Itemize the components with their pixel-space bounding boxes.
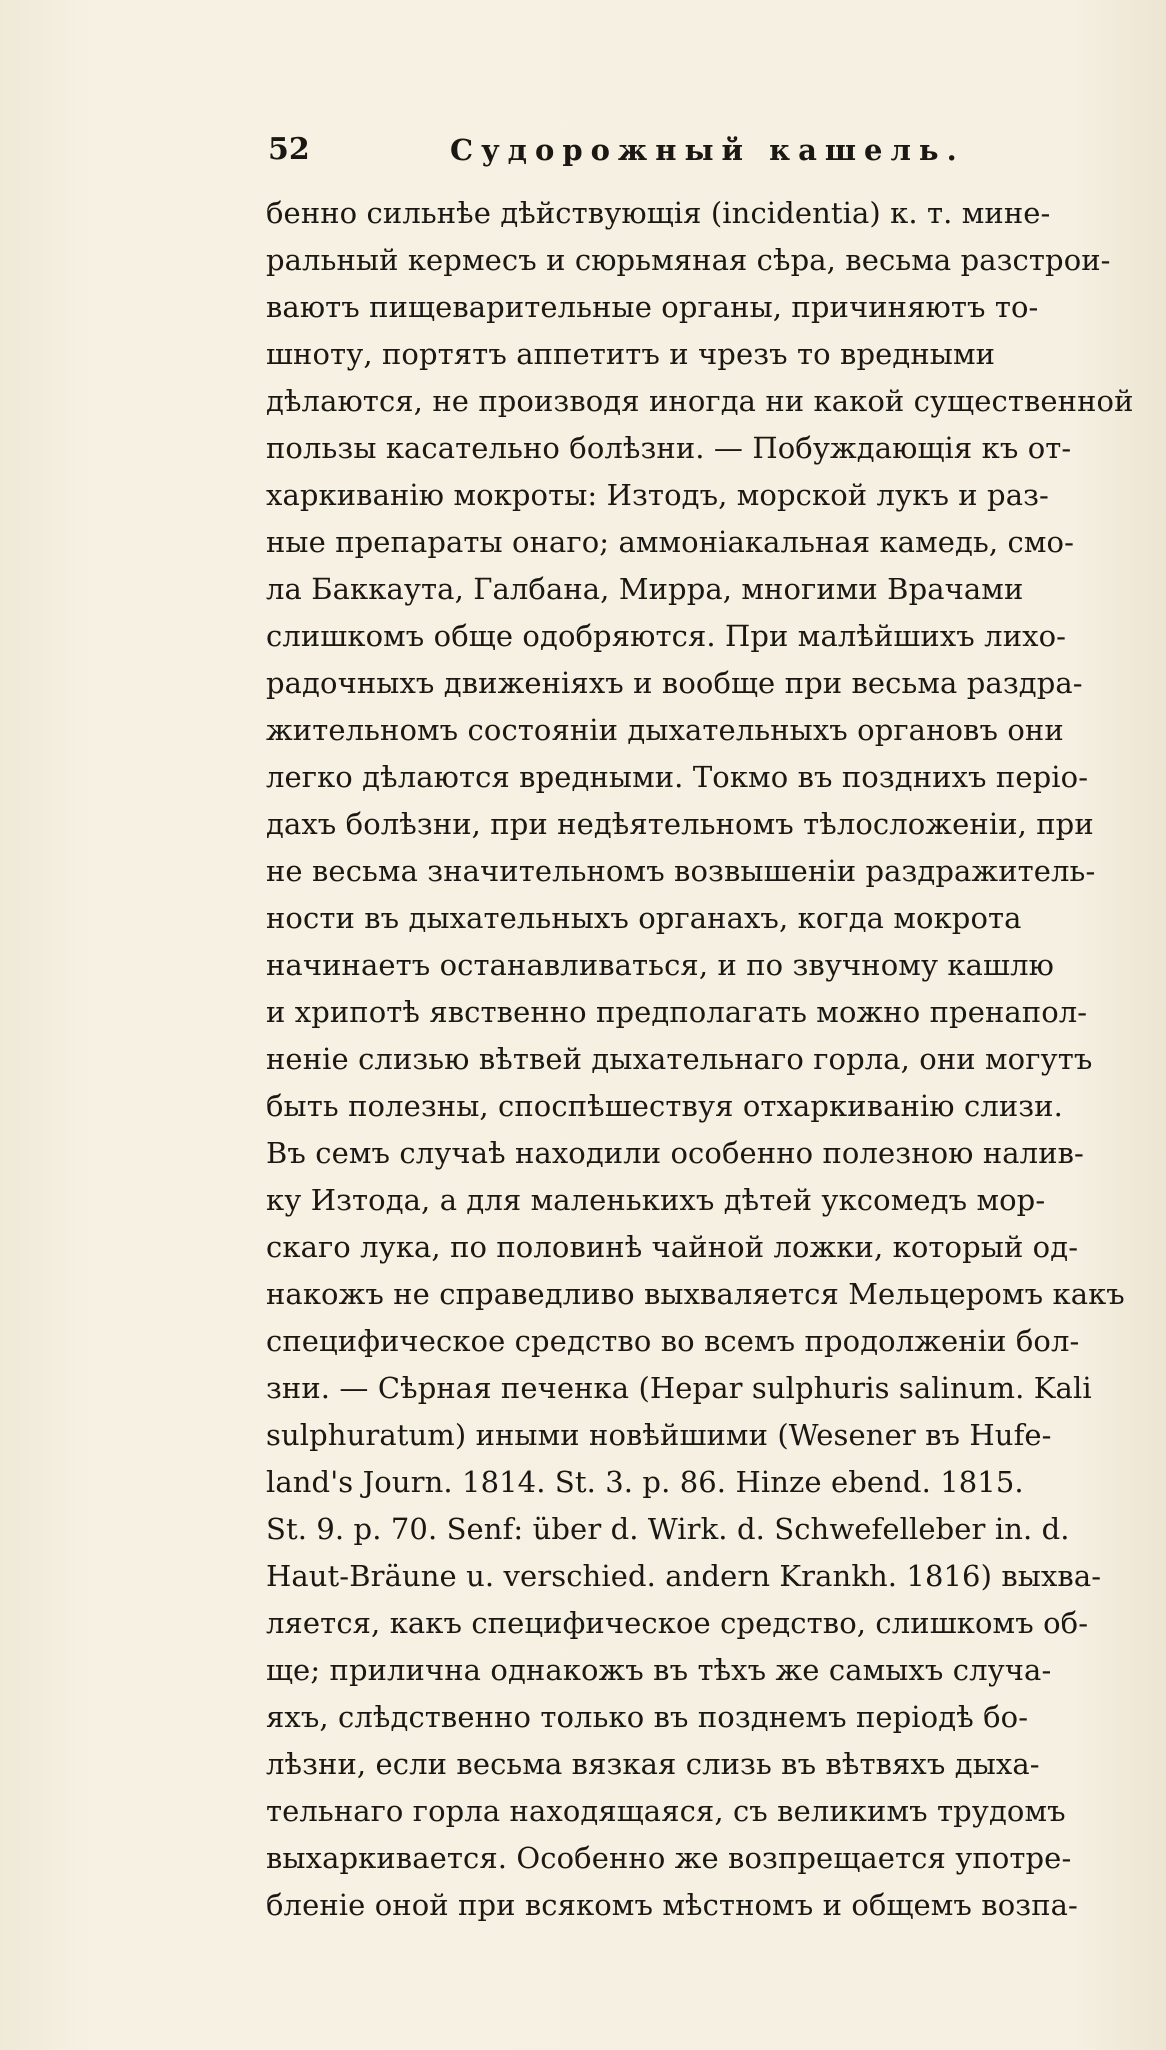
text-line: ваютъ пищеварительные органы, причиняютъ то- [266, 290, 1039, 324]
text-line: пользы касательно болѣзни. — Побуждающія къ от- [266, 431, 1072, 465]
text-line: жительномъ состояніи дыхательныхъ органовъ они [266, 713, 1064, 747]
text-line: скаго лука, по половинѣ чайной ложки, который од- [266, 1230, 1079, 1264]
text-line: лѣзни, если весьма вязкая слизь въ вѣтвяхъ дыха- [266, 1747, 1040, 1781]
text-line: дахъ болѣзни, при недѣятельномъ тѣлосложеніи, при [266, 807, 1094, 841]
text-line: быть полезны, споспѣшествуя отхаркиванію слизи. [266, 1089, 1063, 1123]
text-line: специфическое средство во всемъ продолженіи бол- [266, 1324, 1080, 1358]
text-line: слишкомъ обще одобряются. При малѣйшихъ лихо- [266, 619, 1067, 653]
text-line: St. 9. p. 70. Senf: über d. Wirk. d. Schwefelleber in. d. [266, 1512, 1070, 1546]
text-line: ности въ дыхательныхъ органахъ, когда мокрота [266, 901, 1022, 935]
text-line: бленіе оной при всякомъ мѣстномъ и общемъ возпа- [266, 1888, 1078, 1922]
text-line: дѣлаются, не производя иногда ни какой существенной [266, 384, 1134, 418]
text-line: харкиванію мокроты: Изтодъ, морской лукъ и раз- [266, 478, 1049, 512]
text-line: начинаетъ останавливаться, и по звучному кашлю [266, 948, 1054, 982]
text-line: ла Баккаута, Галбана, Мирра, многими Врачами [266, 572, 1024, 606]
text-line: тельнаго горла находящаяся, съ великимъ трудомъ [266, 1794, 1066, 1828]
running-head: Судорожный кашель. [450, 133, 965, 167]
text-line: шноту, портятъ аппетитъ и чрезъ то вредными [266, 337, 996, 371]
text-line: радочныхъ движеніяхъ и вообще при весьма раздра- [266, 666, 1083, 700]
text-line: ще; прилична однакожъ въ тѣхъ же самыхъ случа- [266, 1653, 1052, 1687]
text-line: выхаркивается. Особенно же возпрещается употре- [266, 1841, 1072, 1875]
text-line: ные препараты онаго; аммоніакальная камедь, смо- [266, 525, 1074, 559]
text-line: Haut-Bräune u. verschied. andern Krankh. 1816) выхва- [266, 1559, 1102, 1593]
page-header [268, 128, 1028, 172]
body-text [266, 190, 1146, 1929]
text-line: легко дѣлаются вредными. Токмо въ позднихъ періо- [266, 760, 1089, 794]
text-line: Въ семъ случаѣ находили особенно полезною налив- [266, 1136, 1084, 1170]
text-line: яхъ, слѣдственно только въ позднемъ періодѣ бо- [266, 1700, 1029, 1734]
text-line: и хрипотѣ явственно предполагать можно пренапол- [266, 995, 1088, 1029]
page-number: 52 [268, 132, 310, 167]
text-line: неніе слизью вѣтвей дыхательнаго горла, они могутъ [266, 1042, 1093, 1076]
text-line: бенно сильнѣе дѣйствующія (incidentia) к. т. мине- [266, 196, 1051, 230]
text-line: land's Journ. 1814. St. 3. p. 86. Hinze ebend. 1815. [266, 1465, 1024, 1499]
text-line: не весьма значительномъ возвышеніи раздражитель- [266, 854, 1096, 888]
text-line: ральный кермесъ и сюрьмяная сѣра, весьма разстрои- [266, 243, 1111, 277]
text-line: sulphuratum) иными новѣйшими (Wesener въ Hufe- [266, 1418, 1052, 1452]
text-line: ляется, какъ специфическое средство, слишкомъ об- [266, 1606, 1089, 1640]
text-line: накожъ не справедливо выхваляется Мельцеромъ какъ [266, 1277, 1125, 1311]
text-line: зни. — Сѣрная печенка (Hepar sulphuris salinum. Kali [266, 1371, 1092, 1405]
text-line: ку Изтода, а для маленькихъ дѣтей уксомедъ мор- [266, 1183, 1046, 1217]
